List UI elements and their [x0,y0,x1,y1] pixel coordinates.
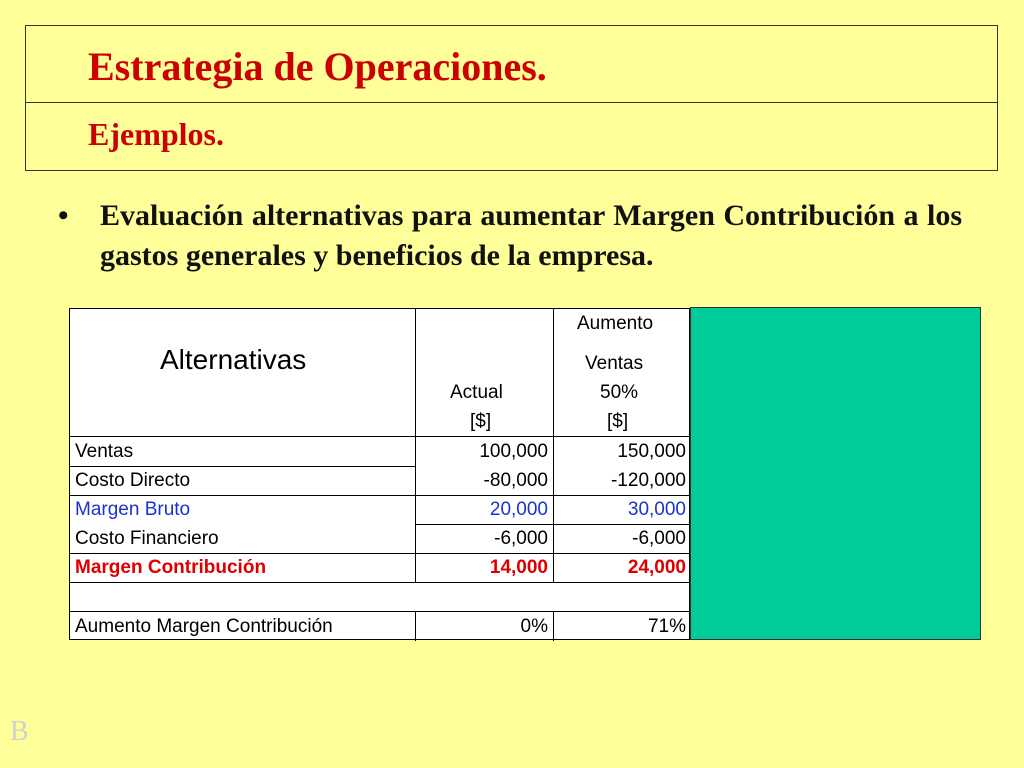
header-actual: Actual [450,382,503,403]
row-actual: -80,000 [483,470,548,491]
header-rule [70,436,691,437]
header-alternativas: Alternativas [160,344,307,375]
summary-label: Aumento Margen Contribución [75,616,333,637]
row-rule-6 [70,611,691,612]
header-aumento: Aumento [577,313,654,334]
row-label: Margen Bruto [75,499,191,520]
summary-actual: 0% [520,616,548,637]
slide-subtitle: Ejemplos. [88,116,224,152]
row-aumento: 30,000 [627,499,686,520]
row-label: Costo Directo [75,470,191,491]
bullet-text: Evaluación alternativas para aumentar Margen Contribución a los gastos generales y beneficios de la empresa. [100,199,962,272]
row-aumento: -120,000 [610,470,686,491]
row-rule-2 [70,495,691,496]
row-rule-1 [70,466,415,467]
row-label: Ventas [75,441,134,462]
row-actual: -6,000 [494,528,548,549]
footer-letter: B [10,716,29,747]
row-label: Costo Financiero [75,528,219,549]
row-rule-5 [70,582,691,583]
row-aumento: -6,000 [632,528,686,549]
title-box [25,25,998,171]
row-actual: 14,000 [489,557,548,578]
row-actual: 20,000 [489,499,548,520]
bullet-dot: • [58,199,69,232]
row-aumento: 24,000 [627,557,686,578]
summary-aumento: 71% [647,616,686,637]
row-actual: 100,000 [479,441,548,462]
row-label: Margen Contribución [75,557,267,578]
slide-title: Estrategia de Operaciones. [88,44,547,89]
header-ventas: Ventas [585,353,644,374]
row-aumento: 150,000 [617,441,686,462]
alternatives-table [69,308,690,640]
row-rule-4 [70,553,691,554]
green-overlay-box [690,307,981,640]
title-divider [26,102,997,103]
header-pct: 50% [600,382,639,403]
header-actual-unit: [$] [470,411,492,432]
row-rule-3 [415,524,691,525]
header-aumento-unit: [$] [607,411,629,432]
